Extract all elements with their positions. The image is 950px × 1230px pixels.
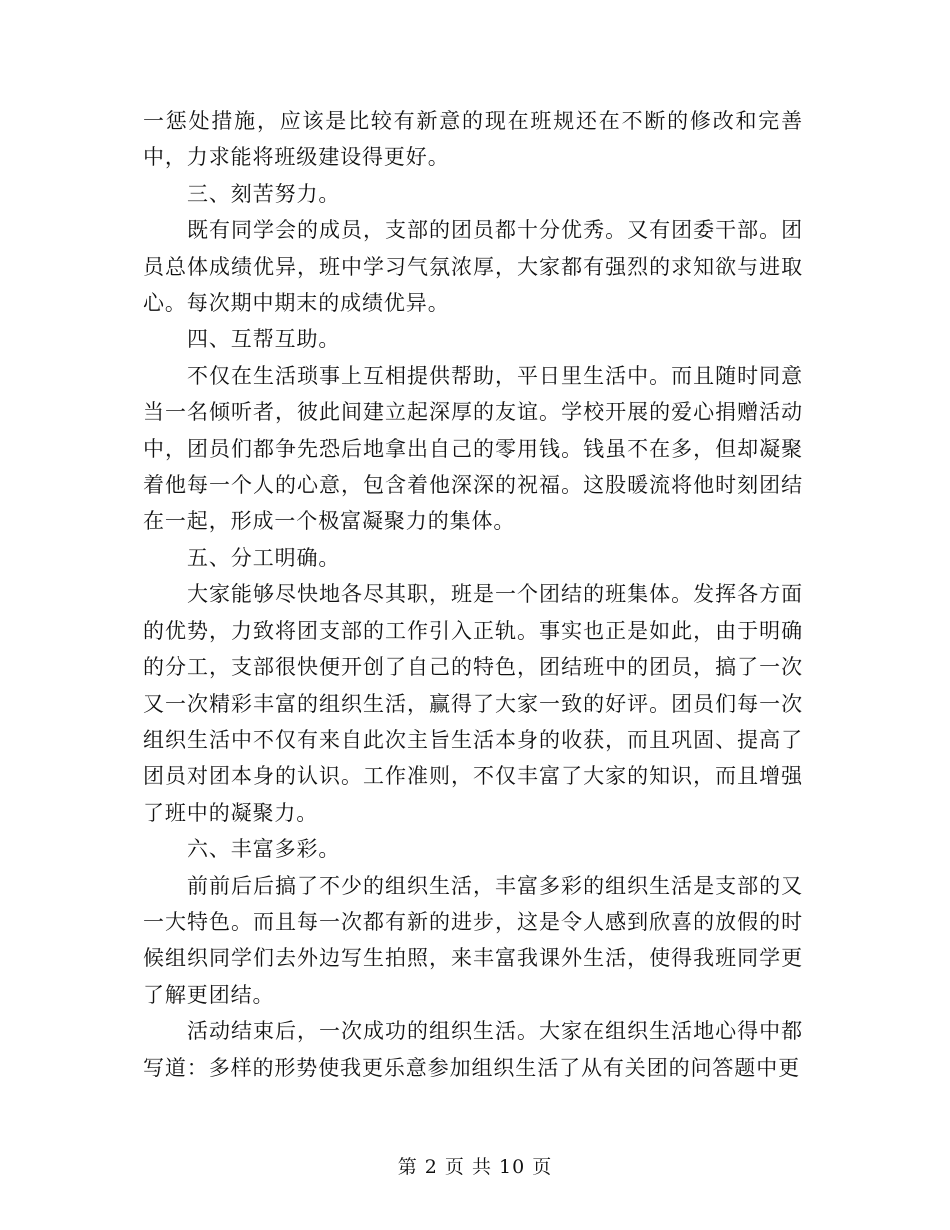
document-body: [143, 103, 803, 1086]
paragraph: 前前后后搞了不少的组织生活，丰富多彩的组织生活是支部的又一大特色。而且每一次都有新的进步，这是令人感到欣喜的放假的时候组织同学们去外边写生拍照，来丰富我课外生活，使得我班同学更了解更团结。: [143, 873, 803, 1007]
paragraph-continued: 一惩处措施，应该是比较有新意的现在班规还在不断的修改和完善中，力求能将班级建设得更好。: [143, 109, 803, 170]
page-footer: 第 2 页 共 10 页: [397, 1156, 553, 1178]
paragraph: 不仅在生活琐事上互相提供帮助，平日里生活中。而且随时同意当一名倾听者，彼此间建立起深厚的友谊。学校开展的爱心捐赠活动中，团员们都争先恐后地拿出自己的零用钱。钱虽不在多，但却凝聚着他每一个人的心意，包含着他深深的祝福。这股暖流将他时刻团结在一起，形成一个极富凝聚力的集体。: [143, 363, 803, 534]
section-heading-6: 六、丰富多彩。: [187, 837, 341, 862]
paragraph: 大家能够尽快地各尽其职，班是一个团结的班集体。发挥各方面的优势，力致将团支部的工作引入正轨。事实也正是如此，由于明确的分工，支部很快便开创了自己的特色，团结班中的团员，搞了一次又一次精彩丰富的组织生活，赢得了大家一致的好评。团员们每一次组织生活中不仅有来自此次主旨生活本身的收获，而且巩固、提高了团员对团本身的认识。工作准则，不仅丰富了大家的知识，而且增强了班中的凝聚力。: [143, 582, 803, 825]
section-heading-3: 三、刻苦努力。: [187, 181, 341, 206]
section-heading-4: 四、互帮互助。: [187, 327, 341, 352]
paragraph: 既有同学会的成员，支部的团员都十分优秀。又有团委干部。团员总体成绩优异，班中学习气氛浓厚，大家都有强烈的求知欲与进取心。每次期中期末的成绩优异。: [143, 218, 803, 316]
paragraph: 活动结束后，一次成功的组织生活。大家在组织生活地心得中都写道：多样的形势使我更乐意参加组织生活了从有关团的问答题中更: [143, 1019, 803, 1080]
section-heading-5: 五、分工明确。: [187, 545, 341, 570]
